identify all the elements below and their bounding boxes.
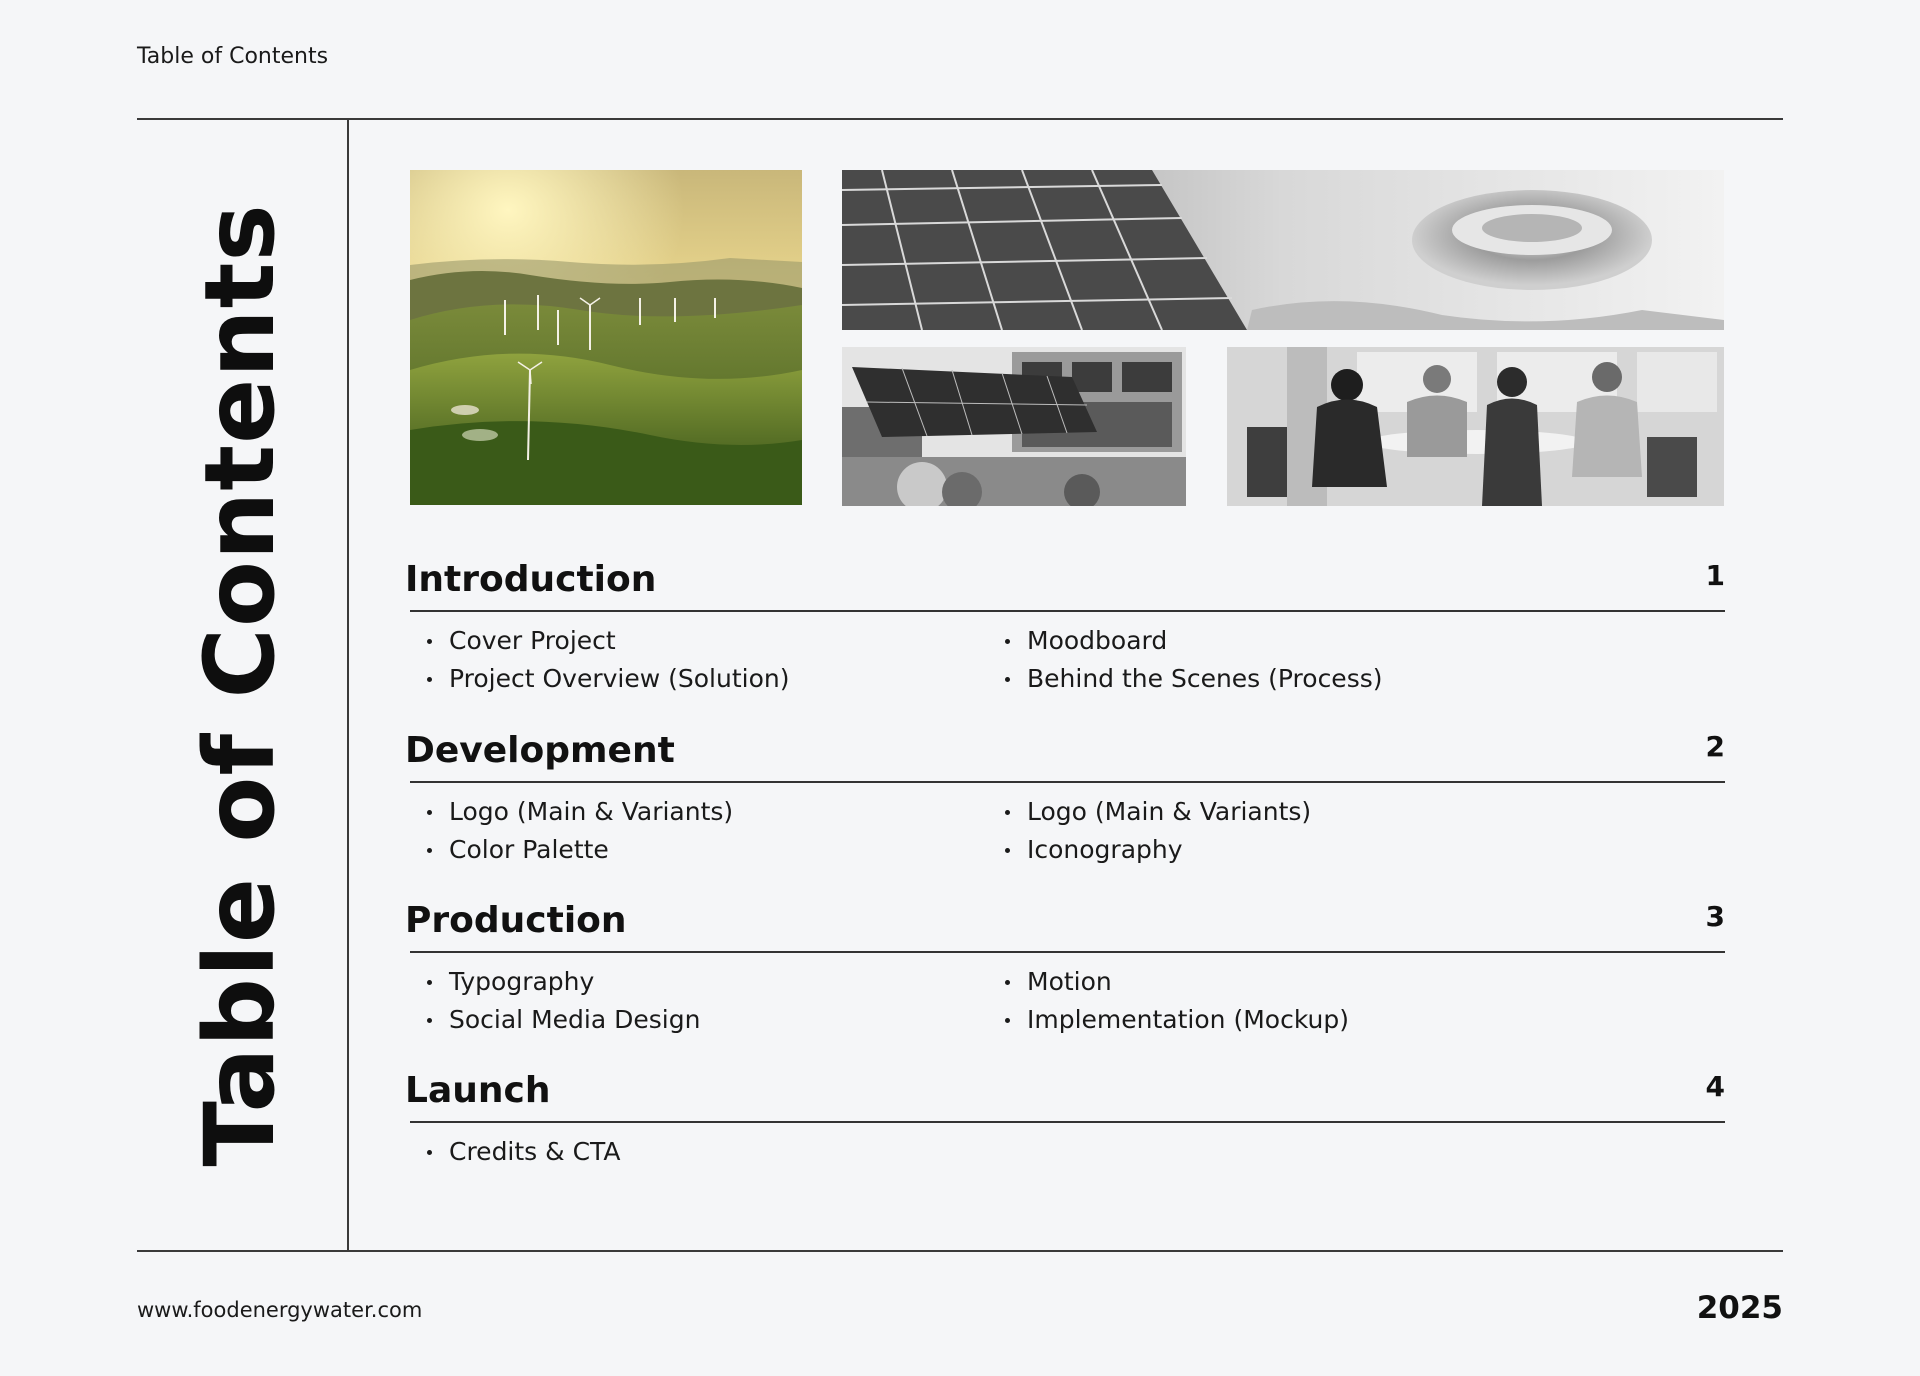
section-page-number: 1 — [1705, 559, 1725, 592]
toc-item[interactable]: Project Overview (Solution) — [427, 660, 789, 698]
section-title[interactable]: Launch — [405, 1070, 551, 1111]
wind-farm-photo — [410, 170, 802, 505]
sidebar-divider — [347, 118, 349, 1252]
section-divider — [410, 610, 1725, 612]
footer-website-link[interactable]: www.foodenergywater.com — [137, 1298, 423, 1322]
toc-item[interactable]: Motion — [1005, 963, 1349, 1001]
toc-item[interactable]: Social Media Design — [427, 1001, 700, 1039]
section-header — [405, 554, 1725, 612]
toc-item[interactable]: Moodboard — [1005, 622, 1383, 660]
toc-item[interactable]: Behind the Scenes (Process) — [1005, 660, 1383, 698]
section-divider — [410, 1121, 1725, 1123]
vertical-page-title: Table of Contents — [184, 203, 296, 1167]
toc-item[interactable]: Logo (Main & Variants) — [1005, 793, 1311, 831]
section-title[interactable]: Development — [405, 730, 675, 771]
section-page-number: 3 — [1705, 900, 1725, 933]
header-label: Table of Contents — [137, 44, 329, 69]
bottom-divider — [137, 1250, 1783, 1252]
top-divider — [137, 118, 1783, 120]
toc-item[interactable]: Logo (Main & Variants) — [427, 793, 733, 831]
section-title[interactable]: Introduction — [405, 559, 657, 600]
section-divider — [410, 781, 1725, 783]
section-header — [405, 725, 1725, 783]
footer-year: 2025 — [1696, 1290, 1783, 1326]
meeting-photo — [1227, 347, 1724, 506]
section-page-number: 4 — [1705, 1070, 1725, 1103]
toc-section-launch — [405, 1065, 1725, 1166]
toc-item[interactable]: Cover Project — [427, 622, 789, 660]
toc-section-production — [405, 895, 1725, 1034]
toc-section-introduction — [405, 554, 1725, 693]
toc-item[interactable]: Credits & CTA — [427, 1133, 620, 1171]
solar-stove-photo — [842, 170, 1724, 330]
toc-item[interactable]: Typography — [427, 963, 700, 1001]
section-header — [405, 895, 1725, 953]
toc-section-development — [405, 725, 1725, 864]
toc-item[interactable]: Iconography — [1005, 831, 1311, 869]
section-header — [405, 1065, 1725, 1123]
section-title[interactable]: Production — [405, 900, 627, 941]
section-divider — [410, 951, 1725, 953]
toc-item[interactable]: Color Palette — [427, 831, 733, 869]
solar-house-photo — [842, 347, 1186, 506]
toc-item[interactable]: Implementation (Mockup) — [1005, 1001, 1349, 1039]
section-page-number: 2 — [1705, 730, 1725, 763]
